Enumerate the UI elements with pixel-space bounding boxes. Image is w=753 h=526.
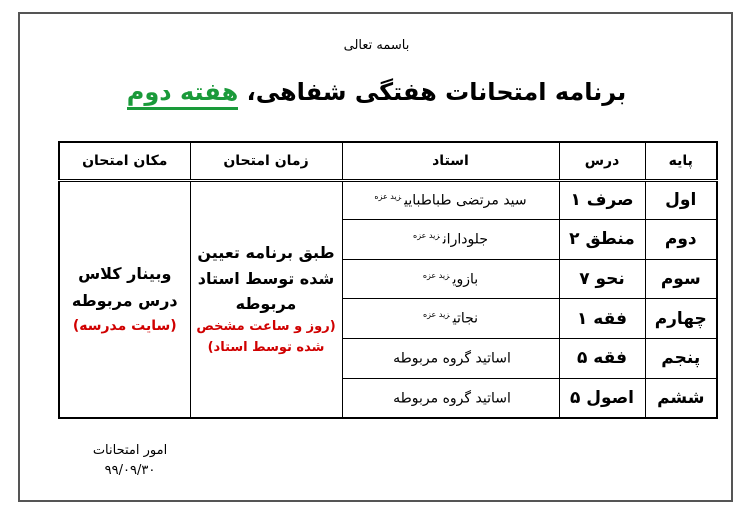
teacher-name: اساتید گروه مربوطه	[393, 390, 511, 407]
teacher-cell	[342, 339, 559, 379]
place-line-2: درس مربوطه	[71, 291, 178, 311]
issue-date: ۹۹/۰۹/۳۰	[104, 462, 156, 478]
grade-cell: ششم	[645, 378, 717, 418]
office-name: امور امتحانات	[92, 443, 168, 458]
grade-cell: دوم	[645, 220, 717, 260]
teacher-cell	[342, 259, 559, 299]
honorific: زید عزه	[422, 270, 450, 280]
page-title	[0, 78, 753, 106]
header-course: درس	[559, 142, 645, 180]
header-teacher: استاد	[342, 142, 559, 180]
header-grade: پایه	[645, 142, 717, 180]
title-week-highlight: هفته دوم	[127, 78, 238, 110]
honorific: زید عزه	[374, 192, 402, 201]
teacher-name: بازوی	[452, 271, 479, 288]
course-cell: منطق ۲	[559, 220, 645, 260]
course-cell: نحو ۷	[559, 259, 645, 299]
time-line-3: مربوطه	[235, 294, 297, 314]
course-cell: فقه ۵	[559, 339, 645, 379]
grade-cell: پنجم	[645, 339, 717, 379]
teacher-cell	[342, 299, 559, 339]
teacher-name: سید مرتضی طباطبایی	[404, 192, 527, 209]
place-note: (سایت مدرسه)	[72, 317, 177, 334]
teacher-name: اساتید گروه مربوطه	[393, 350, 511, 367]
exam-place-cell	[59, 180, 190, 418]
grade-cell: سوم	[645, 259, 717, 299]
grade-cell: چهارم	[645, 299, 717, 339]
title-main: برنامه امتحانات هفتگی شفاهی،	[238, 78, 627, 106]
table-header-row	[59, 142, 717, 180]
exam-time-cell	[190, 180, 342, 418]
teacher-cell	[342, 220, 559, 260]
teacher-cell	[342, 180, 559, 220]
header-exam-place: مکان امتحان	[59, 142, 190, 180]
grade-cell: اول	[645, 180, 717, 220]
time-note-1: (روز و ساعت مشخص	[196, 318, 336, 334]
exam-schedule-table	[58, 141, 718, 419]
exam-office-signature	[80, 441, 180, 480]
time-line-2: شده توسط استاد	[197, 268, 335, 288]
course-cell: فقه ۱	[559, 299, 645, 339]
course-cell: صرف ۱	[559, 180, 645, 220]
table-row	[59, 180, 717, 220]
course-cell: اصول ۵	[559, 378, 645, 418]
teacher-name: جلوداران	[442, 231, 488, 248]
time-line-1: طبق برنامه تعیین	[197, 243, 335, 263]
honorific: زید عزه	[413, 231, 440, 241]
bismillah-heading: باسمه تعالی	[343, 38, 410, 53]
teacher-cell	[342, 378, 559, 418]
teacher-name: نجاتی	[452, 311, 479, 328]
header-exam-time: زمان امتحان	[190, 142, 342, 180]
time-note-2: شده توسط استاد)	[207, 339, 325, 355]
honorific: زید عزه	[422, 310, 450, 320]
place-line-1: وبینار کلاس	[78, 264, 172, 284]
